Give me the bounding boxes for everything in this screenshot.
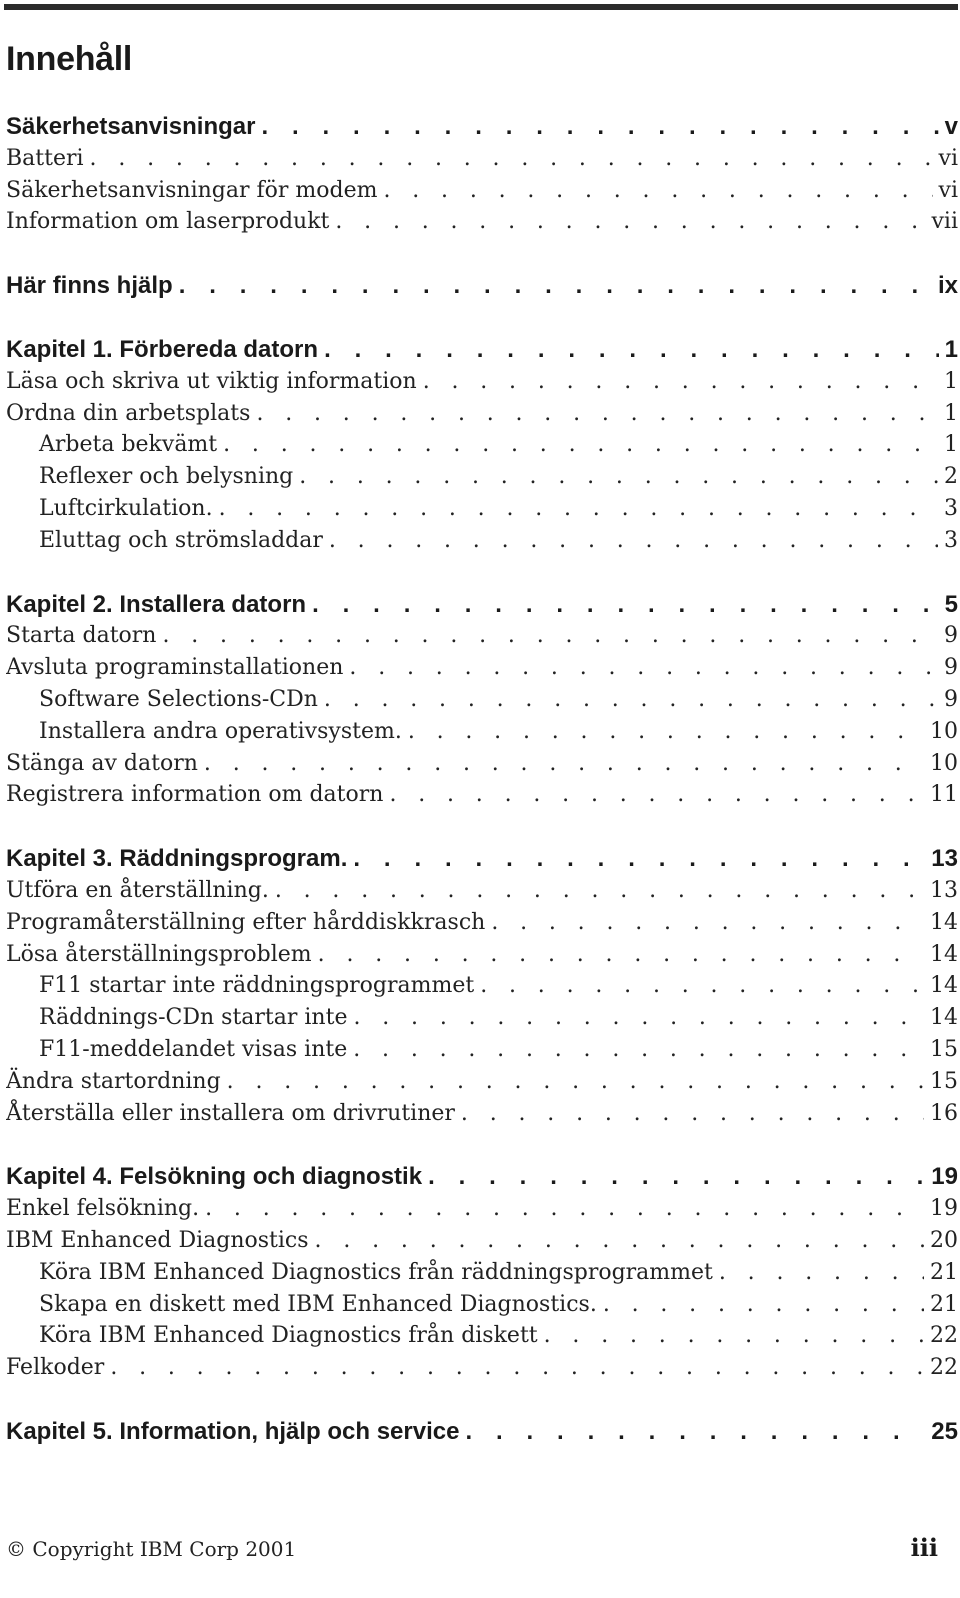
dot-leader [353,1002,924,1034]
toc-entry[interactable] [6,175,958,207]
toc-entry-title: Eluttag och strömsladdar [39,527,323,553]
toc-entry-page: 13 [931,845,958,873]
toc-entry-title: Återställa eller installera om drivrutiner [6,1100,455,1126]
toc-entry[interactable] [6,206,958,238]
page-title: Innehåll [6,40,133,78]
toc-entry-page: 3 [944,527,958,553]
toc-entry-page: 10 [930,718,958,744]
dot-leader [383,175,932,207]
toc-entry-title: Felkoder [6,1355,105,1381]
dot-leader [719,1257,924,1289]
toc-entry-page: 14 [930,941,958,967]
section-gap [6,811,958,843]
toc-entry-title: Lösa återställningsproblem [6,941,312,967]
toc-entry-page: 14 [930,909,958,935]
dot-leader [261,111,938,143]
toc-entry-title: Ändra startordning [6,1068,221,1094]
toc-entry-page: 9 [944,655,958,681]
toc-entry-page: 25 [931,1417,958,1445]
toc-entry-title: Skapa en diskett med IBM Enhanced Diagnostics. [39,1291,597,1317]
toc-entry-title: Utföra en återställning. [6,877,269,903]
toc-entry-title: Kapitel 1. Förbereda datorn [6,335,319,363]
toc-entry-page: 15 [930,1036,958,1062]
toc-entry-title: Kapitel 5. Information, hjälp och service [6,1417,460,1445]
toc-entry[interactable] [6,907,958,939]
toc-chapter-entry[interactable] [6,111,958,143]
toc-entry-title: F11 startar inte räddningsprogrammet [39,973,475,999]
toc-entry-page: 22 [930,1323,958,1349]
toc-entry[interactable] [6,1193,958,1225]
dot-leader [223,429,938,461]
toc-entry[interactable] [6,684,958,716]
toc-entry[interactable] [6,748,958,780]
toc-entry[interactable] [6,716,958,748]
toc-entry-title: Kapitel 3. Räddningsprogram. [6,845,348,873]
toc-entry[interactable] [6,1066,958,1098]
dot-leader [324,334,939,366]
toc-entry-title: Starta datorn [6,623,157,649]
dot-leader [299,461,938,493]
toc-chapter-entry[interactable] [6,1161,958,1193]
toc-entry-title: Batteri [6,145,84,171]
toc-entry-title: Kapitel 2. Installera datorn [6,590,307,618]
toc-entry-page: 11 [930,782,958,808]
toc-entry-title: Kapitel 4. Felsökning och diagnostik [6,1163,423,1191]
toc-entry-page: vii [931,209,958,235]
toc-entry-page: 1 [944,432,958,458]
toc-entry-page: 9 [944,686,958,712]
toc-entry[interactable] [6,875,958,907]
toc-entry-page: 21 [930,1291,958,1317]
toc-entry-page: 5 [944,590,958,618]
toc-entry-title: Stänga av datorn [6,750,198,776]
toc-entry-page: 16 [930,1100,958,1126]
section-gap [6,1384,958,1416]
toc-entry-title: Reflexer och belysning [39,464,294,490]
dot-leader [491,907,924,939]
dot-leader [335,206,925,238]
toc-entry-title: Information om laserprodukt [6,209,330,235]
toc-entry-page: 1 [944,400,958,426]
toc-entry[interactable] [6,493,958,525]
dot-leader [544,1320,924,1352]
toc-entry[interactable] [6,461,958,493]
dot-leader [162,620,938,652]
toc-entry[interactable] [6,1098,958,1130]
toc-entry[interactable] [6,1320,958,1352]
toc-entry[interactable] [6,143,958,175]
toc-entry-page: 21 [930,1259,958,1285]
toc-entry-title: Programåterställning efter hårddiskkrasch [6,909,486,935]
toc-entry-title: Köra IBM Enhanced Diagnostics från diskett [39,1323,538,1349]
toc-chapter-entry[interactable] [6,1416,958,1448]
toc-entry-page: 1 [944,335,958,363]
toc-entry[interactable] [6,779,958,811]
page-number: iii [910,1533,938,1562]
dot-leader [110,1352,924,1384]
section-gap [6,1129,958,1161]
dot-leader [90,143,933,175]
top-rule [4,4,958,10]
toc-entry-title: Köra IBM Enhanced Diagnostics från räddningsprogrammet [39,1259,713,1285]
toc-entry-title: Säkerhetsanvisningar för modem [6,177,378,203]
toc-entry[interactable] [6,1034,958,1066]
dot-leader [465,1416,925,1448]
dot-leader [179,270,932,302]
dot-leader [204,748,924,780]
toc-entry[interactable] [6,1289,958,1321]
toc-entry-page: 22 [930,1355,958,1381]
dot-leader [256,398,938,430]
toc-entry[interactable] [6,366,958,398]
dot-leader [315,1225,924,1257]
dot-leader [480,970,924,1002]
toc-entry[interactable] [6,1257,958,1289]
dot-leader [353,843,925,875]
dot-leader [349,652,938,684]
toc-entry-page: v [944,113,958,140]
toc-entry-page: 3 [944,495,958,521]
toc-entry[interactable] [6,1225,958,1257]
table-of-contents [6,111,958,1448]
toc-chapter-entry[interactable] [6,589,958,621]
dot-leader [428,1161,925,1193]
dot-leader [312,589,939,621]
copyright-notice: © Copyright IBM Corp 2001 [6,1537,297,1561]
toc-entry[interactable] [6,429,958,461]
toc-entry-title: Enkel felsökning. [6,1196,200,1222]
toc-entry[interactable] [6,398,958,430]
dot-leader [353,1034,924,1066]
toc-entry-page: 9 [944,623,958,649]
toc-chapter-entry[interactable] [6,334,958,366]
dot-leader [389,779,924,811]
dot-leader [275,875,924,907]
toc-entry[interactable] [6,652,958,684]
toc-entry[interactable] [6,1352,958,1384]
dot-leader [227,1066,924,1098]
dot-leader [318,939,924,971]
toc-entry-page: vi [938,145,958,171]
toc-entry-page: 20 [930,1227,958,1253]
dot-leader [205,1193,924,1225]
toc-entry-page: 19 [931,1163,958,1191]
dot-leader [423,366,938,398]
dot-leader [329,525,938,557]
dot-leader [461,1098,924,1130]
toc-entry-page: 10 [930,750,958,776]
toc-entry-title: Ordna din arbetsplats [6,400,251,426]
toc-entry-title: Software Selections-CDn [39,686,318,712]
toc-chapter-entry[interactable] [6,270,958,302]
toc-entry-page: 19 [930,1196,958,1222]
toc-entry[interactable] [6,620,958,652]
toc-entry-title: IBM Enhanced Diagnostics [6,1227,309,1253]
toc-entry[interactable] [6,525,958,557]
toc-entry-title: Luftcirkulation. [39,495,213,521]
toc-entry-title: Installera andra operativsystem. [39,718,402,744]
toc-entry-page: vi [938,177,958,203]
dot-leader [324,684,938,716]
toc-entry-title: Räddnings-CDn startar inte [39,1005,348,1031]
toc-entry[interactable] [6,1002,958,1034]
toc-entry-title: Säkerhetsanvisningar [6,113,256,140]
toc-entry-title: Registrera information om datorn [6,782,384,808]
toc-entry-title: Här finns hjälp [6,272,173,300]
toc-entry-page: 14 [930,973,958,999]
dot-leader [603,1289,924,1321]
section-gap [6,238,958,270]
dot-leader [408,716,924,748]
toc-entry-title: F11-meddelandet visas inte [39,1036,348,1062]
section-gap [6,557,958,589]
toc-entry-page: 14 [930,1005,958,1031]
toc-entry-page: 1 [944,368,958,394]
toc-chapter-entry[interactable] [6,843,958,875]
toc-entry[interactable] [6,970,958,1002]
toc-entry[interactable] [6,939,958,971]
section-gap [6,302,958,334]
toc-entry-page: 13 [930,877,958,903]
dot-leader [219,493,938,525]
toc-entry-page: ix [937,272,958,300]
toc-entry-page: 15 [930,1068,958,1094]
toc-entry-title: Avsluta programinstallationen [6,655,344,681]
toc-entry-page: 2 [944,464,958,490]
toc-entry-title: Läsa och skriva ut viktig information [6,368,417,394]
toc-entry-title: Arbeta bekvämt [39,432,218,458]
